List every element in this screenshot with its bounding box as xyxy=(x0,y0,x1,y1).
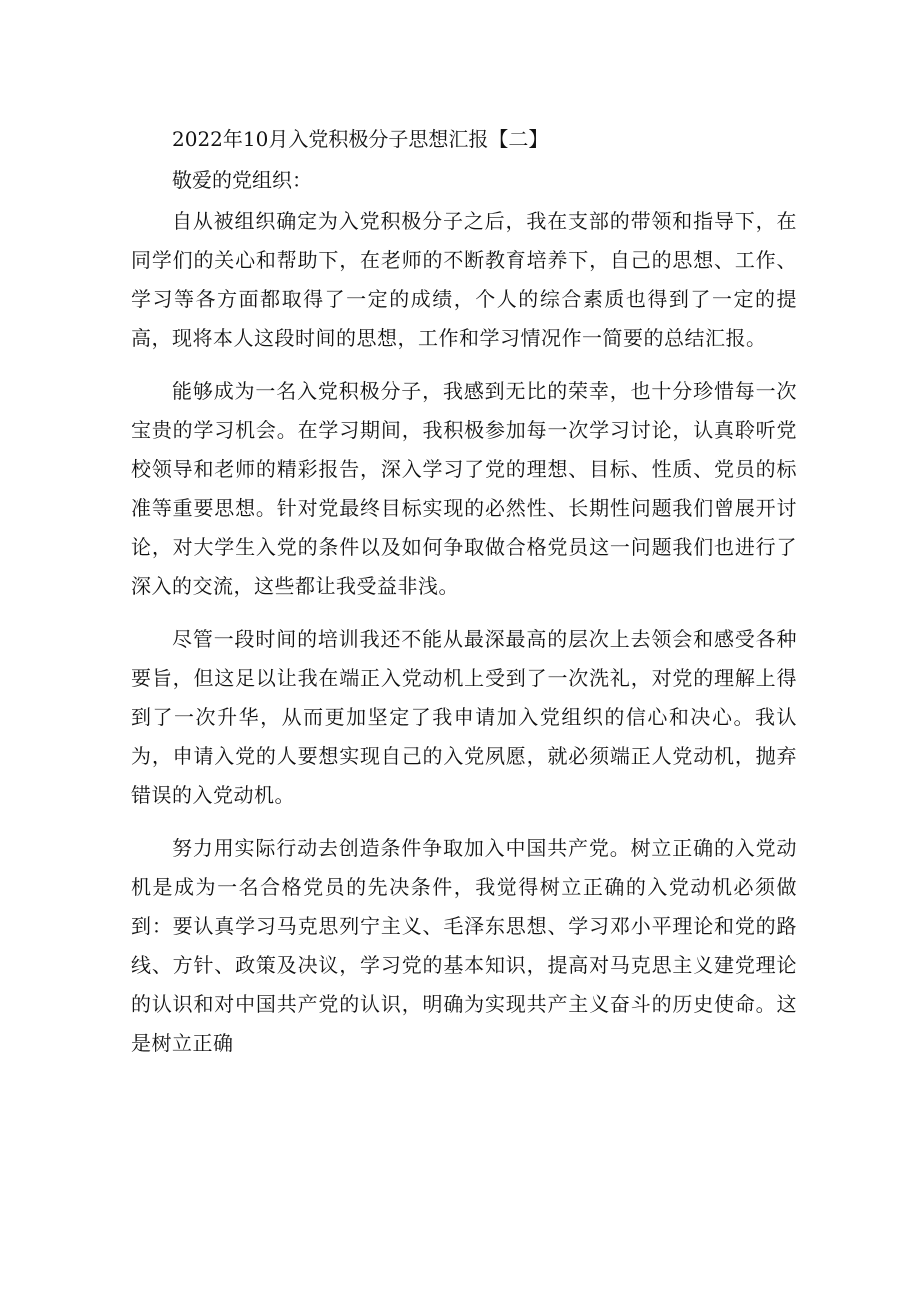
document-body xyxy=(131,120,797,1063)
spacer xyxy=(131,358,797,372)
paragraph-4: 努力用实际行动去创造条件争取加入中国共产党。树立正确的入党动机是成为一名合格党员的先决条件，我觉得树立正确的入党动机必须做到：要认真学习马克思列宁主义、毛泽东思想、学习邓小平理论和党的路线、方针、政策及决议，学习党的基本知识，提高对马克思主义建党理论的认识和对中国共产党的认识，明确为实现共产主义奋斗的历史使命。这是树立正确 xyxy=(131,836,797,1055)
paragraph-1: 自从被组织确定为入党积极分子之后，我在支部的带领和指导下，在同学们的关心和帮助下，在老师的不断教育培养下，自己的思想、工作、学习等各方面都取得了一定的成绩，个人的综合素质也得到了一定的提高，现将本人这段时间的思想，工作和学习情况作一简要的总结汇报。 xyxy=(131,209,797,350)
spacer xyxy=(131,606,797,620)
salutation: 敬爱的党组织： xyxy=(172,168,312,192)
paragraph-3: 尽管一段时间的培训我还不能从最深最高的层次上去领会和感受各种要旨，但这足以让我在端正入党动机上受到了一次洗礼，对党的理解上得到了一次升华，从而更加坚定了我申请加入党组织的信心和决心。我认为，申请入党的人要想实现自己的入党夙愿，就必须端正人党动机，抛弃错误的入党动机。 xyxy=(131,627,797,807)
paragraph-2: 能够成为一名入党积极分子，我感到无比的荣幸，也十分珍惜每一次宝贵的学习机会。在学习期间，我积极参加每一次学习讨论，认真聆听党校领导和老师的精彩报告，深入学习了党的理想、目标、性质、党员的标准等重要思想。针对党最终目标实现的必然性、长期性问题我们曾展开讨论，对大学生入党的条件以及如何争取做合格党员这一问题我们也进行了深入的交流，这些都让我受益非浅。 xyxy=(131,379,797,598)
document-title: 2022年10月入党积极分子思想汇报【二】 xyxy=(172,127,549,151)
spacer xyxy=(131,815,797,829)
